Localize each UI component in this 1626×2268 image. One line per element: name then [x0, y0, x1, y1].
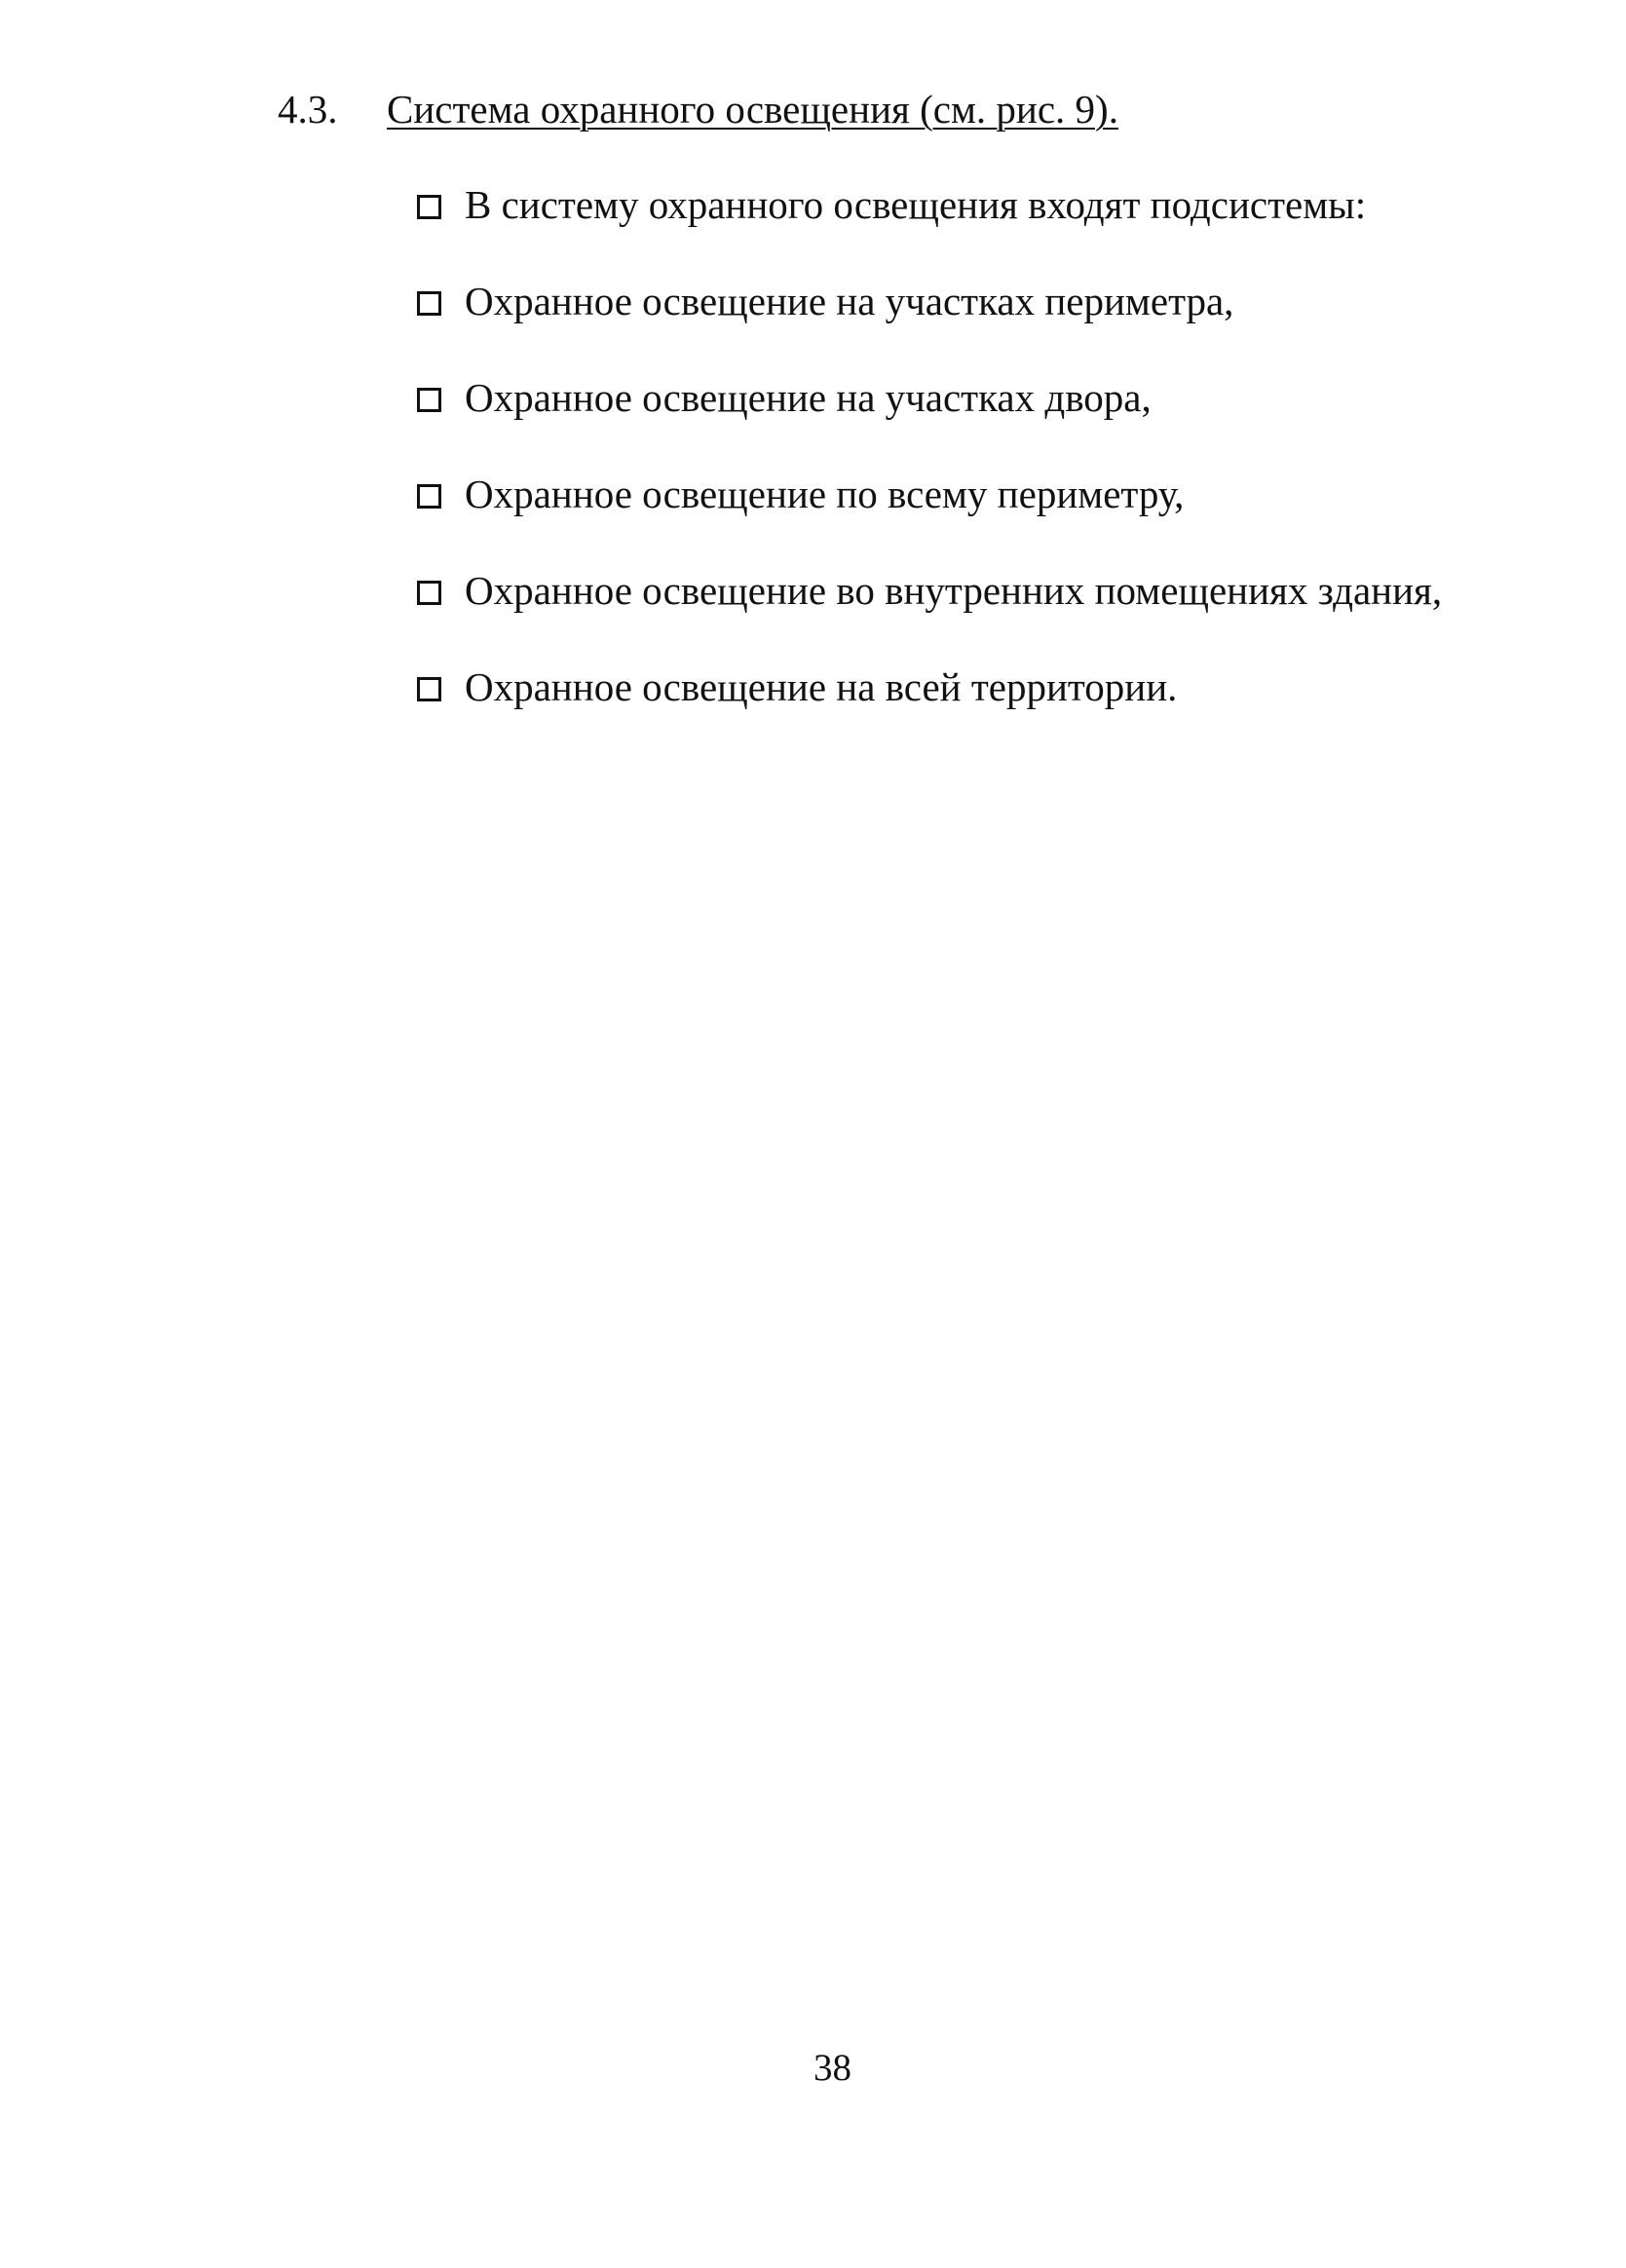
section-heading	[278, 82, 1118, 136]
square-bullet-icon	[417, 484, 441, 509]
list-item	[417, 563, 1442, 618]
section-title: Система охранного освещения (см. рис. 9).	[387, 87, 1118, 132]
square-bullet-icon	[417, 677, 441, 701]
list-item-text: В систему охранного освещения входят подсистемы:	[465, 182, 1367, 227]
list-item-text: Охранное освещение по всему периметру,	[465, 472, 1185, 516]
list-item	[417, 274, 1442, 328]
list-item-text: Охранное освещение во внутренних помещениях здания,	[465, 568, 1443, 613]
list-item-text: Охранное освещение на всей территории.	[465, 664, 1178, 709]
list-item-text: Охранное освещение на участках периметра,	[465, 279, 1234, 323]
list-item	[417, 467, 1442, 521]
list-item	[417, 370, 1442, 425]
list-item	[417, 660, 1442, 714]
list-item-text: Охранное освещение на участках двора,	[465, 375, 1152, 420]
subsystem-list	[417, 177, 1442, 756]
square-bullet-icon	[417, 581, 441, 605]
list-item	[417, 177, 1442, 232]
section-number: 4.3.	[278, 87, 338, 132]
square-bullet-icon	[417, 291, 441, 316]
page-number: 38	[813, 2047, 851, 2089]
square-bullet-icon	[417, 195, 441, 219]
square-bullet-icon	[417, 388, 441, 412]
